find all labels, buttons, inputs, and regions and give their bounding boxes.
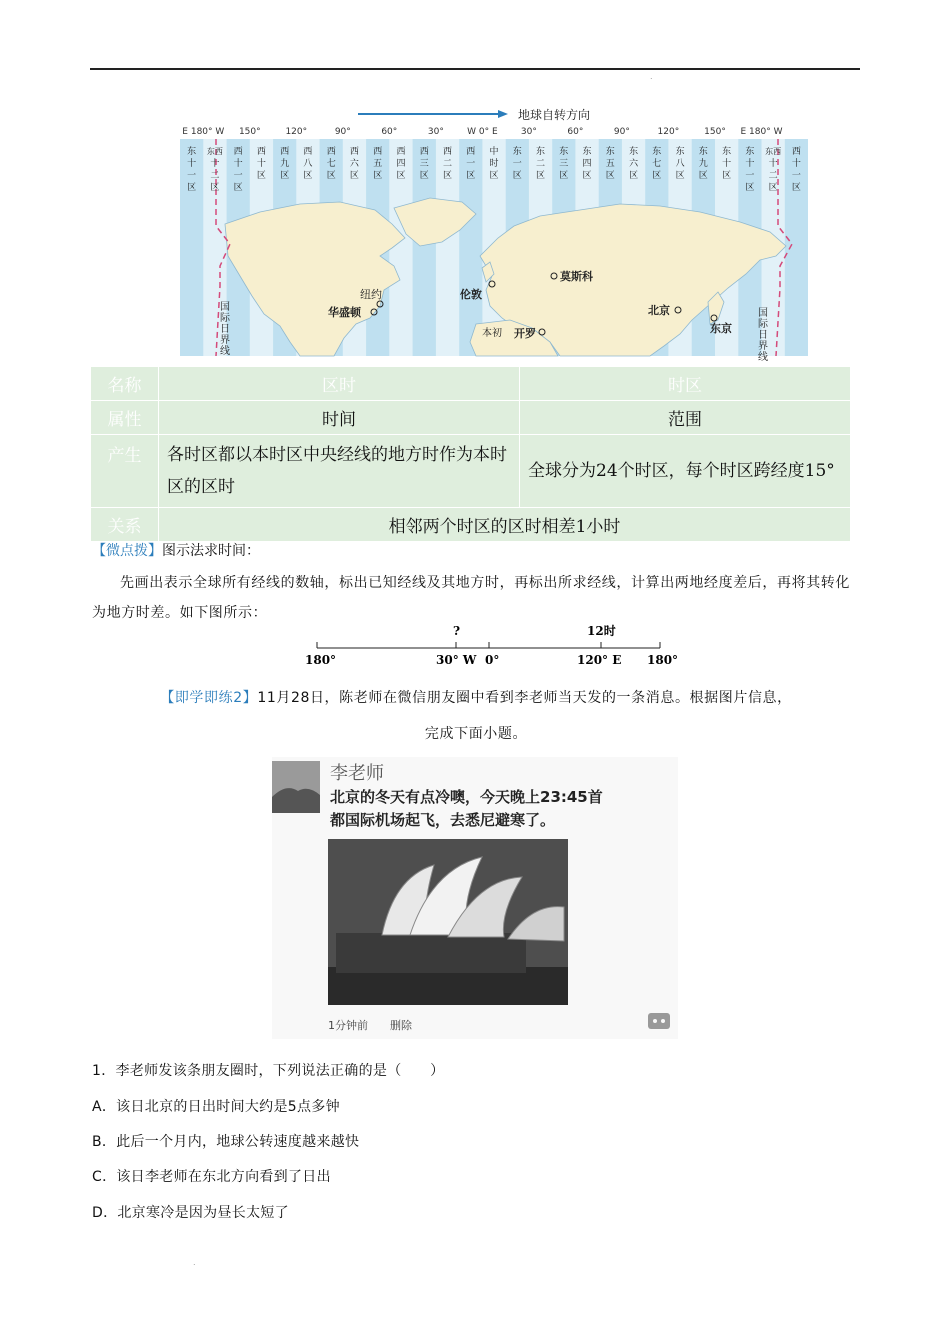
zone-label: 十	[722, 159, 732, 169]
table-cell: 范围	[520, 401, 851, 435]
moment-svg	[272, 757, 678, 1039]
zone-label: 一	[745, 171, 755, 181]
zone-label: 西	[349, 147, 359, 157]
tick-label: 180°	[305, 653, 337, 667]
zone-label: 区	[442, 171, 453, 181]
zone-label: 区	[280, 171, 290, 181]
option-c: C．该日李老师在东北方向看到了日出	[92, 1169, 331, 1185]
moment-time-ago: 1分钟前	[328, 1019, 368, 1032]
longitude-label: 60°	[381, 127, 398, 137]
moment-author: 李老师	[330, 763, 384, 784]
zone-label: 东	[605, 147, 615, 157]
zone-label: 东	[559, 147, 569, 157]
zone-label: 区	[187, 183, 197, 193]
time-zone-map	[180, 106, 808, 363]
longitude-label: 120°	[285, 127, 308, 137]
zone-label: 二	[210, 171, 220, 181]
zone-label: 区	[559, 171, 569, 181]
longitude-axis	[305, 618, 685, 674]
zone-label: 二	[442, 159, 453, 169]
top-rule	[90, 68, 860, 70]
table-row	[91, 367, 851, 401]
zone-label: 十	[187, 159, 197, 169]
zone-label: 区	[396, 171, 406, 181]
zone-label: 西	[466, 147, 476, 157]
zone-label: 十	[745, 159, 755, 169]
longitude-label: 90°	[613, 127, 630, 137]
zone-label: 七	[326, 159, 336, 169]
longitude-label: E 180° W	[740, 127, 783, 137]
zone-label: 九	[280, 159, 290, 169]
zone-label: 区	[466, 171, 476, 181]
zone-label: 一	[512, 159, 522, 169]
practice-bracket: 【即学即练2】	[160, 690, 258, 706]
zone-label: 四	[396, 159, 406, 169]
zone-label: 六	[349, 159, 359, 169]
longitude-label: 90°	[334, 127, 351, 137]
table-row	[91, 435, 851, 508]
zone-label: 一	[187, 171, 197, 181]
city-moscow: 莫斯科	[560, 270, 593, 283]
zone-label: 时	[489, 159, 499, 169]
tip-text: 图示法求时间：	[162, 543, 260, 559]
zone-label: 东	[512, 147, 522, 157]
question-stem: 1．李老师发该条朋友圈时，下列说法正确的是（ ）	[92, 1063, 445, 1079]
zone-label: 西	[419, 147, 429, 157]
zone-label: 区	[791, 183, 801, 193]
zone-label: 区	[303, 171, 313, 181]
longitude-label: 30°	[427, 127, 444, 137]
zone-label: 东	[652, 147, 662, 157]
zone-label: 区	[675, 171, 685, 181]
prime-meridian-label: 本初	[482, 328, 502, 339]
table-cell: 名称	[91, 367, 159, 401]
moment-message-line-2: 都国际机场起飞，去悉尼避寒了。	[330, 811, 556, 829]
city-london: 伦敦	[460, 288, 482, 301]
longitude-label: 120°	[657, 127, 680, 137]
city-tokyo: 东京	[710, 322, 732, 335]
idl-right-label: 国际日界线	[758, 308, 768, 363]
table-row	[91, 508, 851, 542]
zone-label: 东	[745, 147, 755, 157]
zone-label: 东	[698, 147, 708, 157]
city-washington: 华盛顿	[328, 306, 361, 319]
method-paragraph: 先画出表示全球所有经线的数轴，标出已知经线及其地方时，再标出所求经线，计算出两地经度差后，再将其转化为地方时差。如下图所示：	[92, 575, 850, 621]
decor-dot: .	[193, 1258, 196, 1267]
zone-label: 三	[559, 159, 569, 169]
zone-label: 十	[233, 159, 243, 169]
zone-label: 西	[233, 147, 243, 157]
zone-label: 九	[698, 159, 708, 169]
decor-dot: .	[650, 72, 653, 81]
table-row	[91, 401, 851, 435]
zone-label: 二	[535, 159, 546, 169]
table-cell: 各时区都以本时区中央经线的地方时作为本时区的区时	[159, 435, 520, 508]
practice-prompt	[92, 680, 860, 752]
zone-label: 东	[629, 147, 639, 157]
longitude-label: E 180° W	[182, 127, 225, 137]
practice-line-2: 完成下面小题。	[424, 726, 528, 742]
city-cairo: 开罗	[514, 327, 536, 340]
zone-label: 区	[698, 171, 708, 181]
zone-label: 十	[210, 159, 220, 169]
tick-label: 180°	[647, 653, 679, 667]
option-b: B．此后一个月内，地球公转速度越来越快	[92, 1134, 360, 1150]
zone-label: 西	[256, 147, 266, 157]
zone-label: 区	[582, 171, 592, 181]
zone-label: 东	[582, 147, 592, 157]
longitude-label: 150°	[704, 127, 726, 137]
longitude-label: 150°	[238, 127, 261, 137]
zone-label: 一	[466, 159, 476, 169]
table-cell: 相邻两个时区的区时相差1小时	[159, 508, 851, 542]
zone-label: 区	[722, 171, 732, 181]
table-cell: 属性	[91, 401, 159, 435]
zone-label: 区	[326, 171, 336, 181]
zone-label: 区	[605, 171, 615, 181]
zone-label: 西	[396, 147, 406, 157]
zone-label: 西	[280, 147, 290, 157]
longitude-label: 60°	[567, 127, 584, 137]
zone-label: 区	[535, 171, 546, 181]
zone-label: 东	[675, 147, 685, 157]
tick-label: 0°	[485, 653, 500, 667]
zone-label: 十	[256, 159, 266, 169]
zone-label: 二	[768, 171, 778, 181]
comment-icon[interactable]	[648, 1013, 670, 1029]
option-a: A．该日北京的日出时间大约是5点多钟	[92, 1099, 340, 1115]
zone-label: 东	[535, 147, 546, 157]
zone-label: 区	[652, 171, 662, 181]
city-beijing: 北京	[648, 304, 670, 317]
zone-label: 中	[489, 147, 499, 157]
practice-line-1	[92, 680, 860, 716]
time-zone-map-svg	[180, 106, 808, 363]
zone-label: 西	[326, 147, 336, 157]
rotation-arrow-head	[498, 110, 508, 118]
zone-label: 一	[791, 171, 801, 181]
rotation-direction-label: 地球自转方向	[518, 108, 591, 122]
zone-label: 区	[419, 171, 429, 181]
table-cell: 时区	[520, 367, 851, 401]
zone-label: 十	[768, 159, 778, 169]
table-cell: 全球分为24个时区，每个时区跨经度15°	[520, 435, 851, 508]
tip-line	[92, 540, 260, 560]
axis-known-time: 12时	[587, 624, 616, 638]
avatar-landscape	[272, 788, 320, 813]
zone-label: 东	[722, 147, 732, 157]
option-d: D．北京寒冷是因为昼长太短了	[92, 1205, 289, 1221]
longitude-label: 30°	[520, 127, 537, 137]
zone-label: 三	[419, 159, 429, 169]
longitude-axis-svg	[305, 618, 685, 674]
longitude-label: W 0° E	[467, 127, 498, 137]
zone-label: 五	[605, 159, 615, 169]
table-cell: 时间	[159, 401, 520, 435]
zone-label: 区	[256, 171, 266, 181]
axis-unknown: ?	[453, 624, 461, 638]
table-cell: 区时	[159, 367, 520, 401]
moment-message-line-1: 北京的冬天有点冷噢，今天晚上23:45首	[330, 788, 603, 806]
wechat-moment-image	[272, 757, 678, 1039]
idl-left-label: 国际日界线	[220, 302, 230, 357]
zone-label: 六	[629, 159, 639, 169]
zone-label: 东西	[765, 147, 782, 156]
zone-time-table	[90, 366, 851, 542]
zone-label: 区	[373, 171, 383, 181]
table-cell: 关系	[91, 508, 159, 542]
zone-label: 西	[373, 147, 383, 157]
zone-label: 区	[768, 183, 778, 193]
zone-label: 西	[303, 147, 313, 157]
zone-label: 区	[745, 183, 755, 193]
zone-label: 十	[791, 159, 801, 169]
zone-label: 西	[442, 147, 453, 157]
zone-label: 八	[675, 159, 685, 169]
zone-label: 东西	[206, 147, 223, 156]
practice-text-1: 11月28日，陈老师在微信朋友圈中看到李老师当天发的一条消息。根据图片信息，	[257, 690, 792, 706]
zone-label: 四	[582, 159, 592, 169]
zone-label: 西	[791, 147, 801, 157]
table-cell: 产生	[91, 435, 159, 508]
photo-podium	[336, 933, 526, 973]
city-newyork: 纽约	[360, 288, 382, 301]
zone-label: 五	[373, 159, 383, 169]
tick-label: 120° E	[577, 653, 622, 667]
moment-delete-link[interactable]: 删除	[390, 1019, 412, 1032]
zone-label: 八	[303, 159, 313, 169]
zone-label: 东	[187, 147, 197, 157]
zone-label: 区	[210, 183, 220, 193]
zone-label: 区	[233, 183, 243, 193]
zone-label: 区	[512, 171, 522, 181]
zone-label: 一	[233, 171, 243, 181]
tip-bracket: 【微点拨】	[92, 543, 162, 559]
zone-label: 区	[629, 171, 639, 181]
tick-label: 30° W	[436, 653, 477, 667]
opera-house-photo	[328, 839, 568, 1005]
zone-label: 区	[489, 171, 499, 181]
zone-label: 七	[652, 159, 662, 169]
zone-label: 区	[349, 171, 359, 181]
